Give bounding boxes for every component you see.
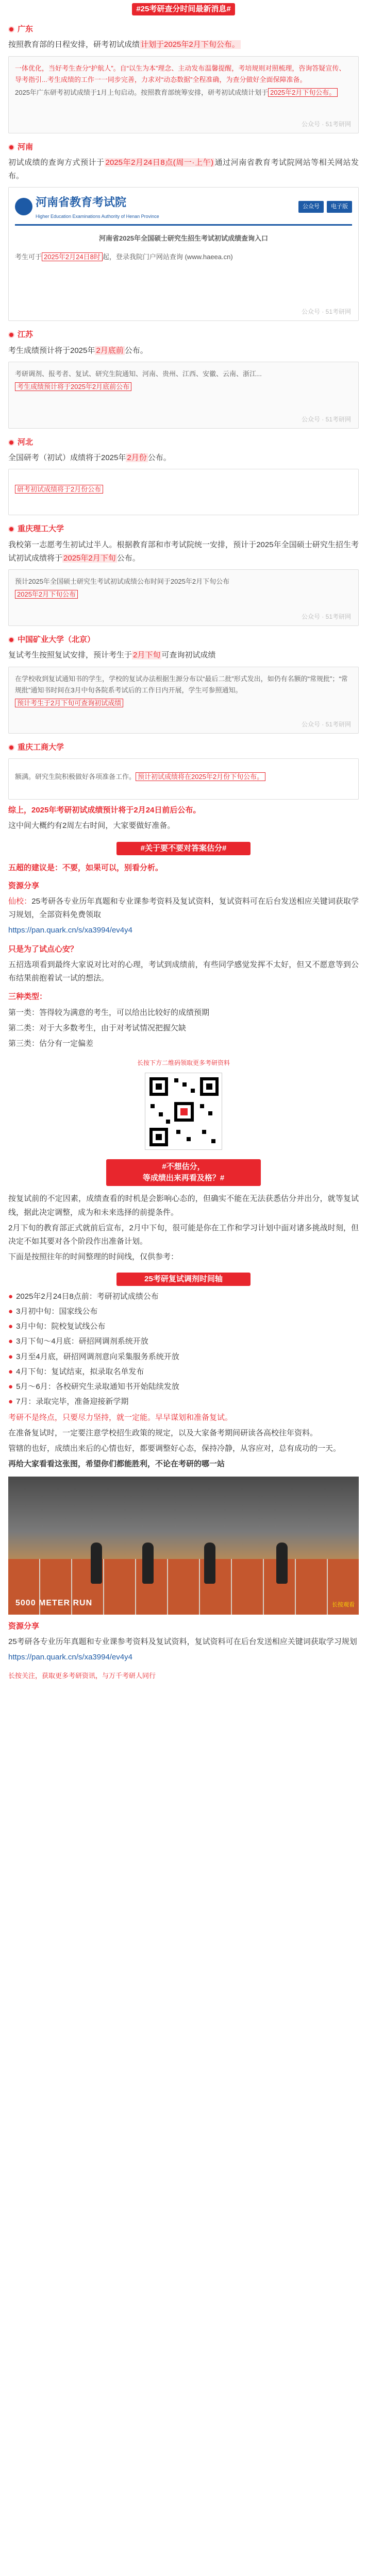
bullet-icon: ●	[8, 1382, 13, 1391]
article-title-banner: #25考研查分时间最新消息#	[132, 3, 235, 15]
final-resource-tag: 资源分享	[8, 1621, 40, 1631]
footer-caption: 长按关注，获取更多考研资讯，与万千考研人同行	[8, 1672, 156, 1680]
timeline-note-1: 考研不是终点，只要尽力坚持，就一定能。早早谋划和准备复试。	[8, 1413, 233, 1422]
qr-block	[132, 1058, 235, 1150]
jiangsu-shot-hl-line: 考生成绩预计将于2025年2月底前公布	[15, 381, 352, 393]
henan-site-subtitle: Higher Education Examinations Authority of Henan Province	[36, 213, 159, 219]
timeline-item: ● 4月下旬：复试结束，拟录取名单发布	[8, 1365, 359, 1379]
tips-title: 三种类型：	[8, 992, 47, 1002]
cumt-screenshot	[8, 667, 359, 734]
estimate-lead: 五超的建议是：不要，如果可以，别看分析。	[8, 863, 163, 873]
timeline-item: ● 3月至4月底，研招网调剂意向采集服务系统开放	[8, 1350, 359, 1364]
timeline-item: ● 7月：录取完毕，准备迎接新学期	[8, 1395, 359, 1409]
final-lead: 再给大家看看这张图，希望你们都能胜利，不论在考研的哪一站	[8, 1460, 225, 1469]
qr-caption: 长按下方二维码领取更多考研资料	[137, 1059, 230, 1067]
region-heading-jiangsu	[8, 328, 359, 342]
region-dot-icon	[8, 26, 14, 32]
region-heading-guangdong	[8, 23, 359, 36]
henan-screenshot	[8, 187, 359, 321]
cumt-paragraph-1: 复试考生按照复试安排，预计考生于 2月下旬 可查询初试成绩	[8, 651, 216, 660]
henan-paragraph-1: 初试成绩的查询方式预计于 2025年2月24日8点(周一·上午) 通过河南省教育考试院网站等相关网站发布。	[8, 158, 359, 180]
region-name: 江苏	[18, 330, 34, 340]
hebei-paragraph-1: 全国研考（初试）成绩将于2025年 2月份 公布。	[8, 453, 171, 462]
region-dot-icon	[8, 439, 14, 446]
guangdong-shot-text: 一体优化，当好考生查分“护航人”。自“以生为本”理念、主动发布温馨提醒，考培规则对照梳理，咨询答疑宣传、导考指引...考生成绩的工作一一同步完善，力求对“动态数据”全程准确，为查分做好全面保障准备。	[15, 64, 346, 84]
chongqing-screenshot	[8, 569, 359, 626]
mid-paragraph-1: 按复试前的不定因素，成绩查看的时机是会影响心态的，但确实不能在无法获悉估分并出分，就等复试线，据此决定调整，成为和未来选择的前提条件。	[8, 1194, 359, 1217]
region-name: 重庆理工大学	[18, 524, 64, 534]
bullet-icon: ●	[8, 1292, 13, 1301]
region-heading-chongqing	[8, 522, 359, 536]
summary-line-1: 综上，2025年考研初试成绩预计将于2月24日前后公布。	[8, 805, 201, 815]
tip-item-3: 第三类：估分有一定偏差	[8, 1039, 94, 1048]
timeline-note-2: 在准备复试时，一定要注意学校招生政策的规定，以及大家备考期间研读各高校往年资料。	[8, 1428, 318, 1437]
timeline-item: ● 3月初中旬：国家线公布	[8, 1305, 359, 1318]
timeline-list	[8, 1290, 359, 1409]
guangdong-paragraph-1: 按照教育部的日程安排，研考初试成绩 计划于2025年2月下旬公布。	[8, 40, 240, 49]
henan-site-logo	[15, 193, 159, 221]
region-heading-cumt	[8, 633, 359, 647]
region-dot-icon	[8, 526, 14, 532]
chongqing-shot-text: 预计2025年全国硕士研究生考试初试成绩公布时间于2025年2月下旬公布	[15, 578, 230, 585]
henan-shot-line: 考生可于 2025年2月24日8时 起，登录我院门户网站查询 (www.haeea.cn)	[15, 253, 233, 261]
tip-item-2: 第二类：对于大多数考生，由于对考试情况把握欠缺	[8, 1023, 187, 1032]
bullet-icon: ●	[8, 1367, 13, 1376]
region-heading-cqtbu	[8, 741, 359, 754]
qr-code-image[interactable]	[145, 1073, 222, 1150]
henan-btn-wechat[interactable]: 公众号	[298, 201, 324, 213]
watermark: 公众号 · 51考研网	[301, 308, 351, 316]
seal-icon	[15, 198, 32, 215]
region-name: 河南	[18, 142, 34, 151]
henan-site-header	[15, 193, 352, 225]
resource-tag: 资源分享	[8, 881, 40, 890]
henan-btn-edition[interactable]: 电子版	[327, 201, 352, 213]
chongqing-shot-hl-line: 2025年2月下旬公布	[15, 589, 352, 601]
race-photo	[8, 1477, 359, 1615]
runner-figure	[142, 1543, 154, 1584]
timeline-note-3: 管辖的也好，成绩出来后的心情也好，都要调整好心态，保持冷静，从容应对，总有成功的一天。	[8, 1444, 341, 1453]
watermark: 公众号 · 51考研网	[301, 613, 351, 620]
region-heading-henan	[8, 141, 359, 154]
photo-banner-text: 5000 METER RUN	[15, 1598, 93, 1607]
bullet-icon: ●	[8, 1337, 13, 1346]
bullet-icon: ●	[8, 1307, 13, 1316]
runner-figure	[204, 1543, 215, 1584]
mid-paragraph-3: 下面是按照往年的时间整理的时间线，仅供参考：	[8, 1252, 179, 1262]
cqtbu-shot-text: 额满。研究生院积极做好各项准备工作。 预计初试成绩将在2025年2月份下旬公布。	[15, 771, 352, 783]
section-banner-estimate: #关于要不要对答案估分#	[116, 842, 251, 855]
runner-figure	[276, 1543, 288, 1584]
jiangsu-screenshot	[8, 362, 359, 429]
cqtbu-screenshot	[8, 758, 359, 800]
cumt-shot-hl-line: 预计考生于2月下旬可查询初试成绩	[15, 698, 352, 709]
region-name: 广东	[18, 25, 34, 33]
section-banner-mid: #不想估分， 等成绩出来再看及格？#	[106, 1159, 261, 1186]
hebei-shot-text: 研考初试成绩将于2月份公布	[15, 484, 352, 496]
watermark: 公众号 · 51考研网	[301, 120, 351, 128]
final-resource-link[interactable]: https://pan.quark.cn/s/xa3994/ev4y4	[8, 1653, 132, 1662]
henan-site-name: 河南省教育考试院	[36, 196, 127, 209]
watermark: 公众号 · 51考研网	[301, 720, 351, 728]
guangdong-screenshot	[8, 56, 359, 133]
resource-tip: 仙校：25考研各专业历年真题和专业课参考资料及复试资料，复试资料可在后台发送相应关键词获取学习规划，全部资料免费领取	[8, 896, 359, 919]
region-dot-icon	[8, 744, 14, 751]
chongqing-paragraph-1: 我校第一志愿考生初试过半人。根据教育部和市考试院统一安排，预计于2025年全国硕士研究生招生考试初试成绩将于 2025年2月下旬 公布。	[8, 540, 359, 563]
timeline-item: ● 3月下旬～4月底：研招网调剂系统开放	[8, 1335, 359, 1348]
guangdong-shot-text-2: 2025年广东研考初试成绩于1月上旬启动。按照教育部统筹安排，研考初试成绩计划于 2025年2月下旬公布。	[15, 87, 352, 99]
henan-site-buttons	[298, 201, 352, 213]
final-resource-tip: 25考研各专业历年真题和专业课参考资料及复试资料，复试资料可在后台发送相应关键词获取学习规划	[8, 1637, 357, 1646]
henan-shot-heading: 河南省2025年全国硕士研究生招生考试初试成绩查询入口	[99, 234, 268, 242]
tip-item-1: 第一类：答得较为满意的考生，可以给出比较好的成绩预期	[8, 1008, 210, 1017]
timeline-item: ● 5月～6月：各校研究生录取通知书开始陆续发放	[8, 1380, 359, 1394]
q1-title: 只是为了试点心安？	[8, 944, 78, 954]
resource-link[interactable]: https://pan.quark.cn/s/xa3994/ev4y4	[8, 926, 132, 935]
summary-line-2: 这中间大概约有2周左右时间，大家要做好准备。	[8, 821, 175, 830]
timeline-title: 25考研复试调剂时间轴	[116, 1273, 251, 1286]
photo-caption: 长按观看	[332, 1602, 355, 1608]
region-dot-icon	[8, 144, 14, 150]
cumt-shot-text: 在学校收到复试通知书的学生，学校的复试办法根据生源分布以“最后二批”形式发出，如仍有名额的“常规批”；“常规批”通知书时间在3月中旬各院系考试后的工作日内开展，学生可参照通知。	[15, 674, 348, 694]
region-dot-icon	[8, 637, 14, 643]
bullet-icon: ●	[8, 1352, 13, 1361]
region-name: 中国矿业大学（北京）	[18, 635, 95, 644]
q1-paragraph: 五招选项看到最终大家说对比对的心理，考试到成绩前，有些同学感觉发挥不太好，但又不愿意等到公布结果前抱着试一试的想法。	[8, 960, 359, 982]
bullet-icon: ●	[8, 1397, 13, 1406]
hebei-screenshot	[8, 469, 359, 515]
region-dot-icon	[8, 332, 14, 338]
region-name: 重庆工商大学	[18, 742, 64, 752]
region-heading-hebei	[8, 436, 359, 449]
timeline-item: ● 2025年2月24日8点前：考研初试成绩公布	[8, 1290, 359, 1303]
mid-paragraph-2: 2月下旬的教育部正式就前后宣布，2月中下旬，很可能是你在工作和学习计划中面对诸多挑战时刻，但决定不如其要对各个阶段作出准备计划。	[8, 1223, 359, 1246]
bullet-icon: ●	[8, 1322, 13, 1331]
jiangsu-shot-text: 考研调剂、报考者、复试、研究生院通知、河南、贵州、江西、安徽、云南、浙江...	[15, 369, 262, 378]
jiangsu-paragraph-1: 考生成绩预计将于2025年 2月底前 公布。	[8, 346, 148, 355]
region-name: 河北	[18, 437, 34, 447]
timeline-item: ● 3月中旬：院校复试线公布	[8, 1320, 359, 1333]
watermark: 公众号 · 51考研网	[301, 415, 351, 423]
runner-figure	[91, 1543, 102, 1584]
